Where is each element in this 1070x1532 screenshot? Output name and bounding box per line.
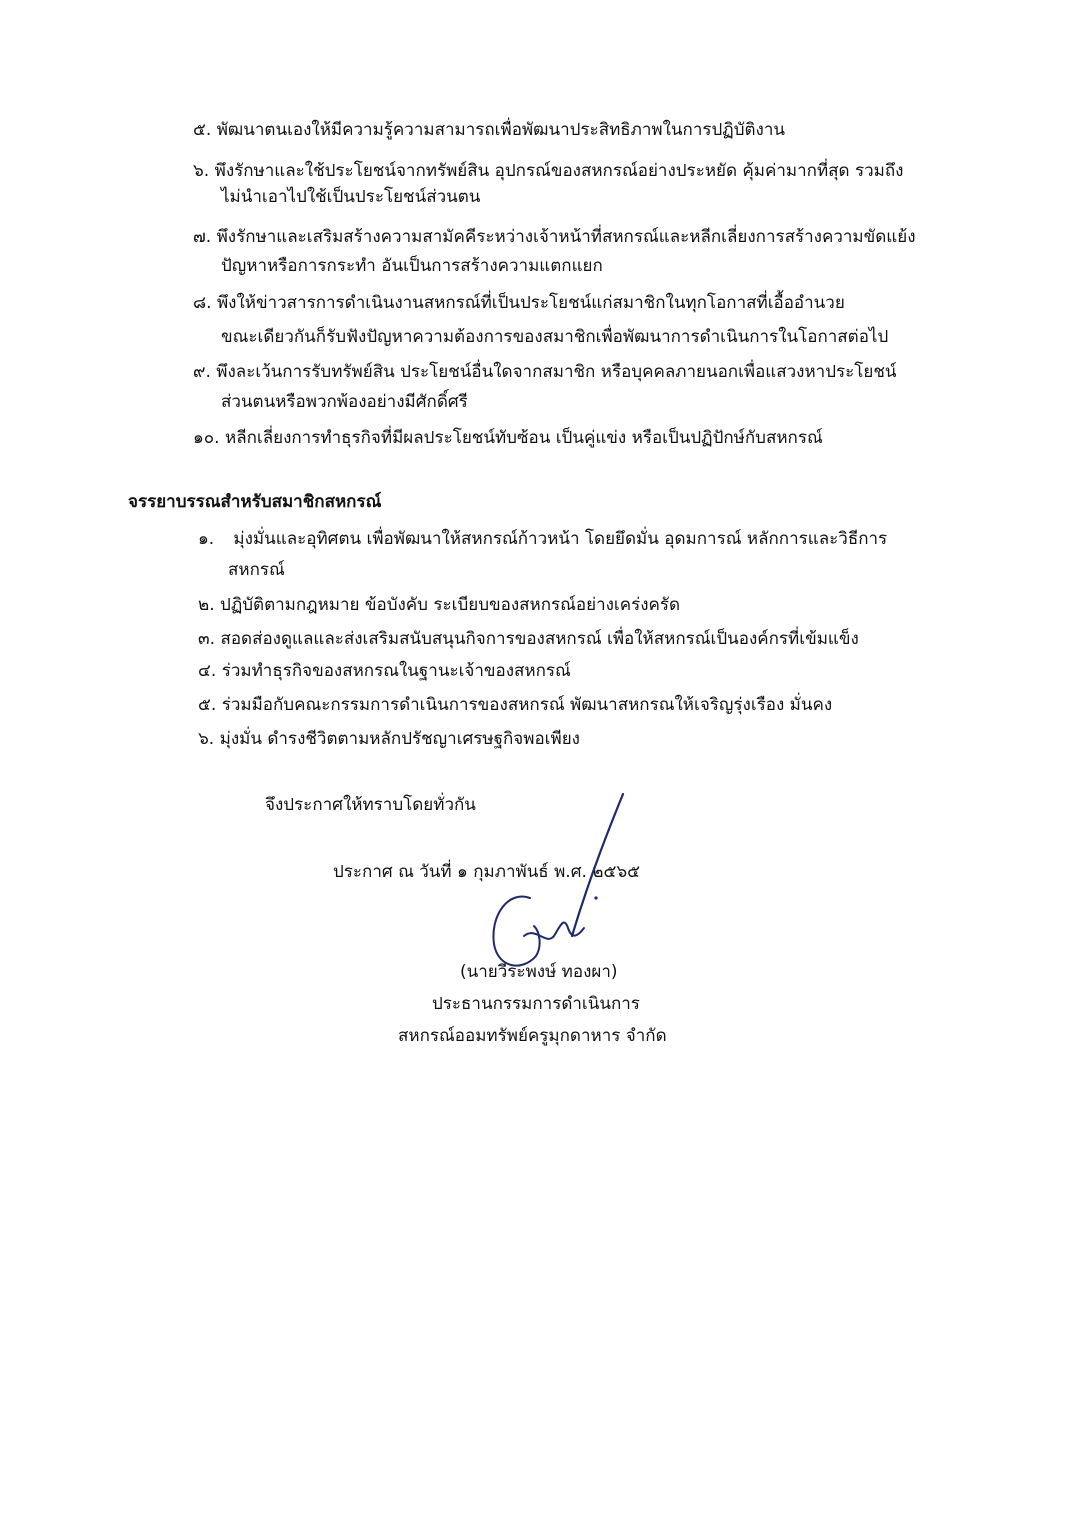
item-number: ๑. [198, 529, 215, 549]
item-number: ๑๐. [193, 428, 220, 448]
item-text: ปฏิบัติตามกฎหมาย ข้อบังคับ ระเบียบของสหกรณ์อย่างเคร่งครัด [220, 595, 681, 615]
item-number: ๕. [198, 695, 217, 715]
list-item [198, 659, 571, 683]
signer-name: (นายวีระพงษ์ ทองผา) [460, 962, 618, 982]
list-item [193, 360, 897, 384]
item-text: พัฒนาตนเองให้มีความรู้ความสามารถเพื่อพัฒนาประสิทธิภาพในการปฏิบัติงาน [216, 120, 786, 140]
list-item [198, 693, 832, 717]
list-item [198, 527, 887, 551]
item-text: พึงให้ข่าวสารการดำเนินงานสหกรณ์ที่เป็นประโยชน์แก่สมาชิกในทุกโอกาสที่เอื้ออำนวย [216, 293, 845, 313]
item-number: ๒. [198, 595, 215, 615]
section-heading: จรรยาบรรณสำหรับสมาชิกสหกรณ์ [128, 492, 382, 512]
item-text: สอดส่องดูแลและส่งเสริมสนับสนุนกิจการของสหกรณ์ เพื่อให้สหกรณ์เป็นองค์กรที่เข้มแข็ง [220, 629, 859, 649]
item-text: พึงรักษาและใช้ประโยชน์จากทรัพย์สิน อุปกรณ์ของสหกรณ์อย่างประหยัด คุ้มค่ามากที่สุด รวมถึง [214, 161, 904, 181]
list-item [193, 159, 903, 183]
signer-title: ประธานกรรมการดำเนินการ [432, 994, 640, 1014]
list-item [198, 593, 680, 617]
list-item [193, 426, 823, 450]
list-item [193, 118, 785, 142]
list-item-continuation: ไม่นำเอาไปใช้เป็นประโยชน์ส่วนตน [221, 187, 481, 207]
announcement-date: ประกาศ ณ วันที่ ๑ กุมภาพันธ์ พ.ศ. ๒๕๖๕ [333, 862, 641, 882]
item-text: ร่วมทำธุรกิจของสหกรณในฐานะเจ้าของสหกรณ์ [221, 661, 571, 681]
list-item-continuation: ส่วนตนหรือพวกพ้องอย่างมีศักดิ์ศรี [221, 392, 468, 412]
item-number: ๙. [193, 362, 211, 382]
item-number: ๗. [193, 227, 212, 247]
item-text: ร่วมมือกับคณะกรรมการดำเนินการของสหกรณ์ พัฒนาสหกรณให้เจริญรุ่งเรือง มั่นคง [221, 695, 833, 715]
item-number: ๖. [198, 729, 215, 749]
list-item-continuation: ปัญหาหรือการกระทำ อันเป็นการสร้างความแตกแยก [221, 256, 603, 276]
item-number: ๘. [193, 293, 212, 313]
item-text: มุ่งมั่น ดำรงชีวิตตามหลักปรัชญาเศรษฐกิจพอเพียง [219, 729, 580, 749]
list-item [198, 627, 859, 651]
item-number: ๔. [198, 661, 217, 681]
organization-name: สหกรณ์ออมทรัพย์ครูมุกดาหาร จำกัด [398, 1026, 667, 1046]
item-text: หลีกเลี่ยงการทำธุรกิจที่มีผลประโยชน์ทับซ้อน เป็นคู่แข่ง หรือเป็นปฏิปักษ์กับสหกรณ์ [224, 428, 823, 448]
item-number: ๕. [193, 120, 212, 140]
list-item-continuation: สหกรณ์ [228, 560, 285, 580]
list-item-continuation: ขณะเดียวกันก็รับฟังปัญหาความต้องการของสมาชิกเพื่อพัฒนาการดำเนินการในโอกาสต่อไป [221, 327, 889, 347]
item-text: พึงละเว้นการรับทรัพย์สิน ประโยชน์อื่นใดจากสมาชิก หรือบุคคลภายนอกเพื่อแสวงหาประโยชน์ [216, 362, 897, 382]
announcement-text: จึงประกาศให้ทราบโดยทั่วกัน [265, 795, 476, 815]
item-text: มุ่งมั่นและอุทิศตน เพื่อพัฒนาให้สหกรณ์ก้าวหน้า โดยยึดมั่น อุดมการณ์ หลักการและวิธีการ [233, 529, 888, 549]
list-item [198, 727, 580, 751]
list-item [193, 225, 916, 249]
list-item [193, 291, 845, 315]
item-number: ๓. [198, 629, 216, 649]
item-text: พึงรักษาและเสริมสร้างความสามัคคีระหว่างเจ้าหน้าที่สหกรณ์และหลีกเลี่ยงการสร้างความขัดแย้ง [216, 227, 916, 247]
item-number: ๖. [193, 161, 210, 181]
handwritten-signature [480, 786, 640, 976]
